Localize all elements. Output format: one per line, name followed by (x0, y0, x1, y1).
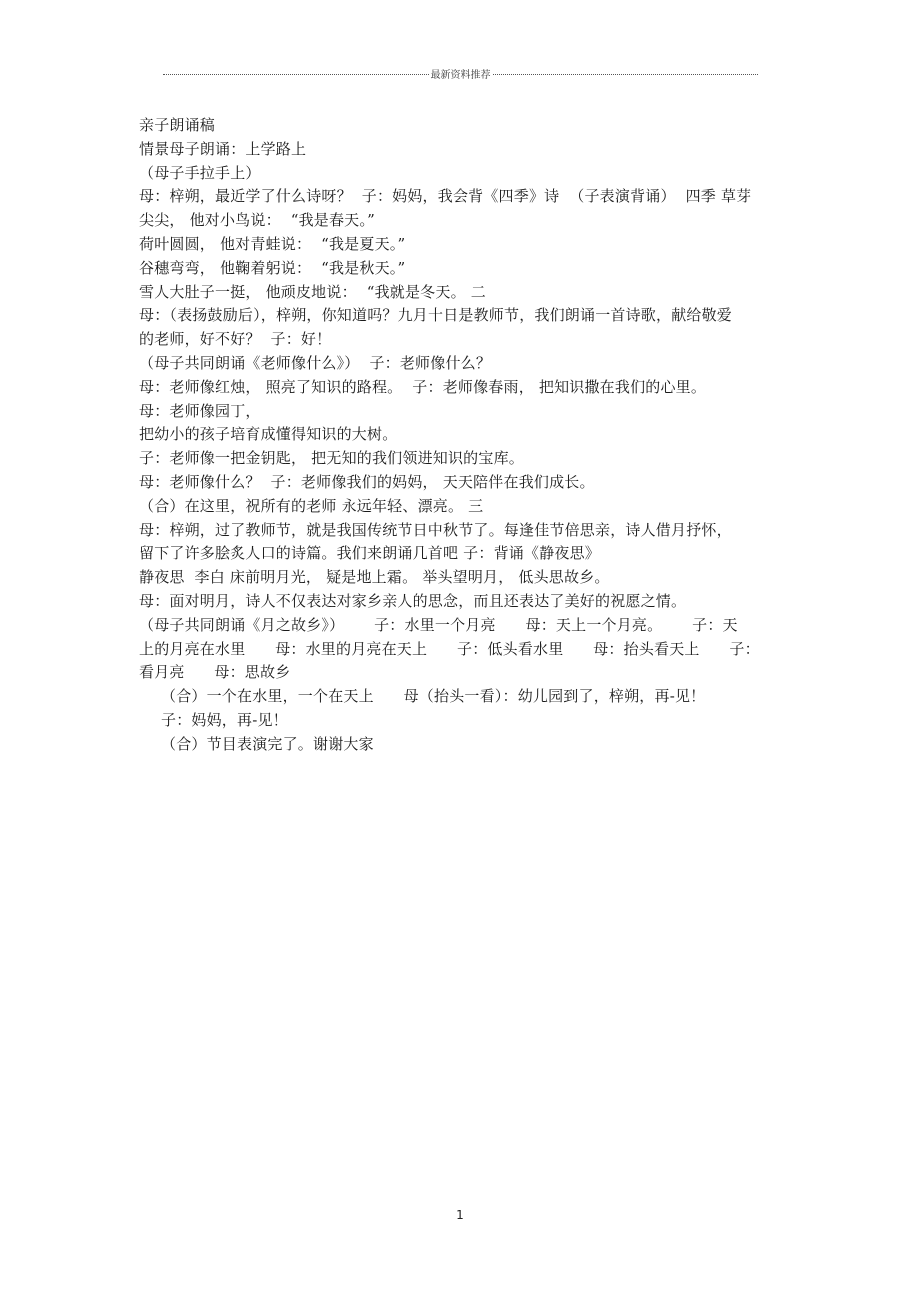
header-title: 最新资料推荐 (430, 69, 491, 81)
text-line: 上的月亮在水里 母：水里的月亮在天上 子：低头看水里 母：抬头看天上 子： (139, 639, 760, 658)
page-header (163, 66, 758, 80)
text-line: 母：梓朔，最近学了什么诗呀？ 子：妈妈，我会背《四季》诗 （子表演背诵） 四季 草芽 (139, 187, 752, 206)
text-line: 荷叶圆圆， 他对青蛙说： “我是夏天。” (139, 234, 406, 253)
text-line: 母：（表扬鼓励后），梓朔，你知道吗？九月十日是教师节，我们朗诵一首诗歌，献给敬爱 (139, 306, 733, 325)
text-line: （合）在这里，祝所有的老师 永远年轻、漂亮。 三 (139, 496, 484, 515)
text-line: （母子手拉手上） (139, 163, 261, 182)
page-number: 1 (456, 1208, 464, 1222)
text-line: 母：面对明月，诗人不仅表达对家乡亲人的思念，而且还表达了美好的祝愿之情。 (139, 591, 687, 610)
text-line: 看月亮 母：思故乡 (139, 663, 291, 682)
text-line: 母：老师像园丁， (139, 401, 261, 420)
text-line-indented: （合）节目表演完了。谢谢大家 (161, 734, 374, 753)
text-line: 把幼小的孩子培育成懂得知识的大树。 (139, 425, 398, 444)
text-line: 情景母子朗诵：上学路上 (139, 139, 307, 158)
text-line: 留下了许多脍炙人口的诗篇。我们来朗诵几首吧 子：背诵《静夜思》 (139, 544, 600, 563)
text-line: 母：老师像什么？ 子：老师像我们的妈妈， 天天陪伴在我们成长。 (139, 472, 595, 491)
text-line: 子：老师像一把金钥匙， 把无知的我们领进知识的宝库。 (139, 449, 524, 468)
text-line: 谷穗弯弯， 他鞠着躬说： “我是秋天。” (139, 258, 406, 277)
text-line: 雪人大肚子一挺， 他顽皮地说： “我就是冬天。 二 (139, 282, 486, 301)
header-dotted-rule-right (493, 74, 759, 75)
text-line: （母子共同朗诵《月之故乡》） 子：水里一个月亮 母：天上一个月亮。 子：天 (139, 615, 738, 634)
text-line-indented: （合）一个在水里，一个在天上 母（抬头一看）：幼儿园到了，梓朔，再-见！ (161, 687, 706, 706)
text-line: （母子共同朗诵《老师像什么》） 子：老师像什么？ (139, 353, 492, 372)
document-title: 亲子朗诵稿 (139, 116, 216, 134)
header-dotted-rule-left (163, 74, 429, 75)
text-line: 尖尖， 他对小鸟说： “我是春天。” (139, 211, 375, 230)
text-line-indented: 子：妈妈，再-见！ (161, 710, 288, 729)
text-line: 静夜思 李白 床前明月光， 疑是地上霜。 举头望明月， 低头思故乡。 (139, 568, 610, 587)
text-line: 的老师，好不好？ 子：好！ (139, 330, 332, 349)
text-line: 母：梓朔，过了教师节，就是我国传统节日中秋节了。每逢佳节倍思亲，诗人借月抒怀， (139, 520, 732, 539)
document-body (139, 114, 779, 757)
text-line: 母：老师像红烛， 照亮了知识的路程。 子：老师像春雨， 把知识撒在我们的心里。 (139, 377, 707, 396)
